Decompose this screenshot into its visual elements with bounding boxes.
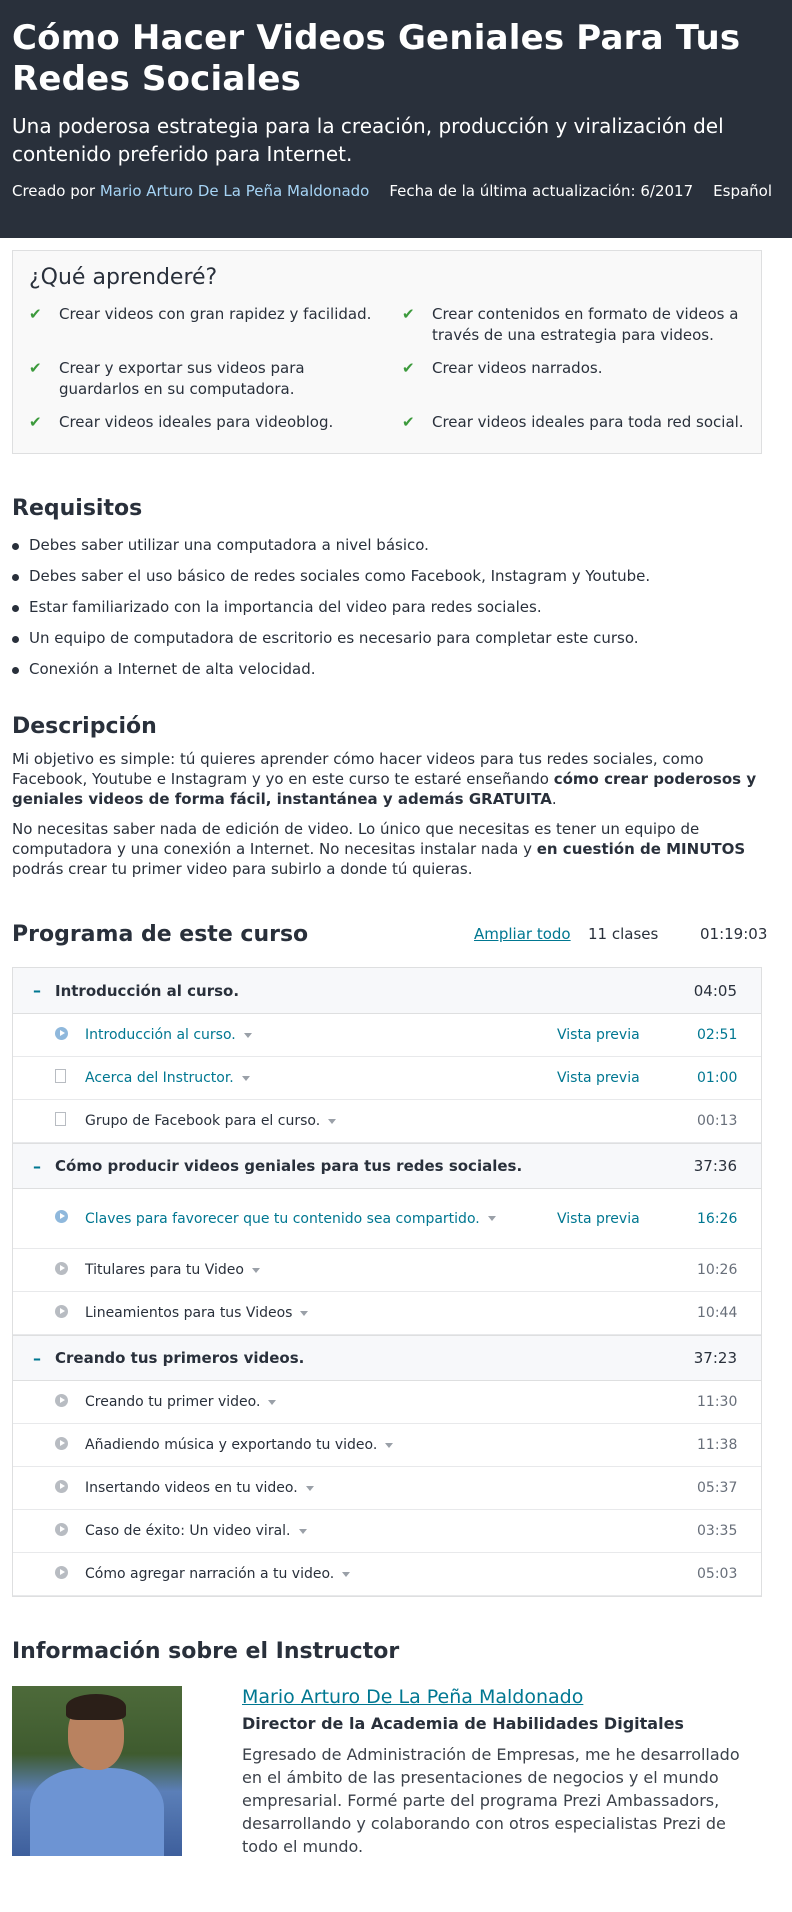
lecture-duration: 03:35: [697, 1523, 738, 1539]
lecture-duration: 10:44: [697, 1305, 738, 1321]
lecture-title: [85, 1436, 557, 1454]
chevron-down-icon[interactable]: [244, 1033, 252, 1038]
description-paragraph: [12, 749, 780, 809]
instructor-heading: Información sobre el Instructor: [12, 1639, 400, 1664]
bullet-icon: [12, 605, 19, 612]
lecture-row: [13, 1249, 761, 1292]
chevron-down-icon[interactable]: [306, 1486, 314, 1491]
description-text: podrás crear tu primer video para subirlo a donde tú quieras.: [12, 860, 473, 878]
photo-shirt: [30, 1768, 164, 1856]
chevron-down-icon[interactable]: [342, 1572, 350, 1577]
instructor-info: [242, 1686, 752, 1858]
last-updated: Fecha de la última actualización: 6/2017: [389, 182, 694, 200]
requirement-item: [12, 659, 780, 680]
lecture-duration: 01:00: [697, 1070, 738, 1086]
section-header[interactable]: [13, 1335, 761, 1381]
lecture-row[interactable]: [13, 1057, 761, 1100]
play-icon: [55, 1523, 68, 1536]
play-icon: [55, 1566, 68, 1579]
play-icon: [55, 1262, 68, 1275]
created-by: [12, 182, 369, 200]
requirement-item: [12, 535, 780, 556]
total-duration: 01:19:03: [700, 925, 768, 943]
lecture-title: [85, 1393, 557, 1411]
section-duration: 37:36: [693, 1157, 737, 1175]
course-title: Cómo Hacer Videos Geniales Para Tus Redes Sociales: [12, 18, 741, 99]
course-language: Español: [713, 182, 773, 200]
check-icon: ✔: [29, 413, 42, 431]
learn-item-text: Crear y exportar sus videos para guardarlos en su computadora.: [59, 359, 305, 398]
lecture-duration: 16:26: [697, 1210, 738, 1227]
chevron-down-icon[interactable]: [488, 1216, 496, 1221]
chevron-down-icon[interactable]: [300, 1311, 308, 1316]
learn-item-text: Crear videos narrados.: [432, 359, 603, 377]
bullet-icon: [12, 574, 19, 581]
requirement-item: [12, 628, 780, 649]
lecture-icon: [55, 1523, 85, 1540]
lecture-duration: 00:13: [697, 1113, 738, 1129]
description-heading: Descripción: [12, 714, 157, 739]
section-title: Creando tus primeros videos.: [55, 1349, 305, 1367]
lecture-icon: [55, 1262, 85, 1279]
requirements-section: [0, 496, 792, 680]
chevron-down-icon[interactable]: [268, 1400, 276, 1405]
play-icon: [55, 1480, 68, 1493]
lecture-icon: [55, 1027, 85, 1044]
preview-link[interactable]: Vista previa: [557, 1070, 640, 1086]
expand-all-link[interactable]: Ampliar todo: [474, 925, 571, 943]
lecture-icon: [55, 1437, 85, 1454]
chevron-down-icon[interactable]: [252, 1268, 260, 1273]
learn-item-text: Crear contenidos en formato de videos a través de una estrategia para videos.: [432, 305, 739, 344]
lecture-title: [85, 1112, 557, 1130]
lecture-duration: 10:26: [697, 1262, 738, 1278]
lecture-title: [85, 1522, 557, 1540]
lecture-title-text: Cómo agregar narración a tu video.: [85, 1566, 335, 1582]
chevron-down-icon[interactable]: [385, 1443, 393, 1448]
lecture-icon: [55, 1069, 85, 1087]
chevron-down-icon[interactable]: [299, 1529, 307, 1534]
check-icon: ✔: [402, 359, 415, 377]
lecture-title-text: Lineamientos para tus Videos: [85, 1305, 293, 1321]
instructor-section: [0, 1639, 792, 1858]
check-icon: ✔: [29, 359, 42, 377]
lecture-icon: [55, 1480, 85, 1497]
learn-item: [402, 358, 745, 400]
play-icon: [55, 1027, 68, 1040]
course-subtitle: Una poderosa estrategia para la creación, producción y viralización del contenido preferido para Internet.: [12, 114, 724, 166]
lecture-title: [85, 1261, 557, 1279]
learn-item: [29, 304, 372, 346]
curriculum-section: [0, 919, 792, 1597]
lecture-title-text: Titulares para tu Video: [85, 1262, 244, 1278]
lecture-row: [13, 1553, 761, 1596]
document-icon: [55, 1069, 66, 1083]
section-title: Introducción al curso.: [55, 981, 240, 1000]
instructor-bio: Egresado de Administración de Empresas, me he desarrollado en el ámbito de las presentaciones de negocios y el mundo empresarial. Formé parte del programa Prezi Ambassadors, desarrollando y colaborando con otros especialistas Prezi de todo el mundo.: [242, 1745, 740, 1856]
play-icon: [55, 1394, 68, 1407]
learn-heading: ¿Qué aprenderé?: [29, 265, 218, 290]
lecture-row: [13, 1424, 761, 1467]
curriculum-header: [12, 919, 780, 949]
description-text: No necesitas saber nada de edición de video. Lo único que necesitas es tener un equipo de computadora y una conexión a Internet. No necesitas instalar nada y: [12, 820, 700, 858]
bullet-icon: [12, 636, 19, 643]
description-paragraph: [12, 819, 780, 879]
play-icon: [55, 1210, 68, 1223]
requirement-item: [12, 597, 780, 618]
document-icon: [55, 1112, 66, 1126]
instructor-job-title: Director de la Academia de Habilidades Digitales: [242, 1714, 684, 1733]
description-text: Mi objetivo es simple: tú quieres aprender cómo hacer videos para tus redes sociales, como Facebook, Youtube e Instagram y yo en este curso te estaré enseñando: [12, 750, 704, 788]
play-icon: [55, 1437, 68, 1450]
learn-item: [402, 304, 745, 346]
requirement-text: Un equipo de computadora de escritorio es necesario para completar este curso.: [29, 629, 639, 647]
lecture-icon: [55, 1210, 85, 1227]
lecture-row[interactable]: [13, 1189, 761, 1249]
lecture-row: [13, 1381, 761, 1424]
requirement-item: [12, 566, 780, 587]
section-header[interactable]: [13, 1143, 761, 1189]
requirement-text: Estar familiarizado con la importancia del video para redes sociales.: [29, 598, 542, 616]
lecture-row[interactable]: [13, 1014, 761, 1057]
section-duration: 37:23: [693, 1349, 737, 1367]
lecture-title-text: Creando tu primer video.: [85, 1394, 261, 1410]
lecture-title[interactable]: [85, 1069, 557, 1087]
lecture-title-text: Insertando videos en tu video.: [85, 1480, 298, 1496]
requirements-heading: Requisitos: [12, 496, 143, 521]
check-icon: ✔: [402, 305, 415, 323]
section-header[interactable]: [13, 968, 761, 1014]
section-title: Cómo producir videos geniales para tus redes sociales.: [55, 1157, 523, 1175]
learn-item-text: Crear videos ideales para toda red social.: [432, 413, 744, 431]
learn-item: [29, 412, 372, 433]
lecture-title: [85, 1479, 557, 1497]
play-icon: [55, 1305, 68, 1318]
curriculum-heading: Programa de este curso: [12, 921, 309, 947]
preview-link[interactable]: Vista previa: [557, 1210, 640, 1227]
description-bold-text: en cuestión de MINUTOS: [536, 840, 746, 858]
preview-link[interactable]: Vista previa: [557, 1027, 640, 1043]
lecture-icon: [55, 1394, 85, 1411]
description-bold-text: cómo crear poderosos y geniales videos de forma fácil, instantánea y además GRATUITA: [12, 770, 757, 808]
learn-item-text: Crear videos ideales para videoblog.: [59, 413, 334, 431]
requirement-text: Debes saber utilizar una computadora a nivel básico.: [29, 536, 429, 554]
lecture-title-text: Grupo de Facebook para el curso.: [85, 1113, 321, 1129]
lecture-duration: 11:30: [697, 1394, 738, 1410]
learn-item: [29, 358, 372, 400]
lecture-title-text: Añadiendo música y exportando tu video.: [85, 1437, 378, 1453]
lecture-row: [13, 1467, 761, 1510]
lecture-duration: 11:38: [697, 1437, 738, 1453]
curriculum-list: [12, 967, 762, 1597]
lecture-title-text: Claves para favorecer que tu contenido sea compartido.: [85, 1210, 480, 1227]
requirement-text: Debes saber el uso básico de redes sociales como Facebook, Instagram y Youtube.: [29, 567, 651, 585]
lecture-row: [13, 1292, 761, 1335]
collapse-icon[interactable]: –: [33, 981, 41, 1000]
description-text: .: [551, 790, 557, 808]
lecture-title[interactable]: [85, 1210, 557, 1228]
chevron-down-icon[interactable]: [328, 1119, 336, 1124]
collapse-icon[interactable]: –: [33, 1348, 41, 1368]
lecture-duration: 05:03: [697, 1566, 738, 1582]
check-icon: ✔: [29, 305, 42, 323]
learn-item-text: Crear videos con gran rapidez y facilidad.: [59, 305, 372, 323]
check-icon: ✔: [402, 413, 415, 431]
lecture-row: [13, 1100, 761, 1143]
lecture-icon: [55, 1566, 85, 1583]
lecture-icon: [55, 1112, 85, 1130]
learn-list: [29, 304, 745, 433]
instructor-name-link[interactable]: Mario Arturo De La Peña Maldonado: [242, 1686, 584, 1708]
lecture-title-text: Caso de éxito: Un video viral.: [85, 1523, 291, 1539]
instructor-photo[interactable]: [12, 1686, 182, 1856]
lecture-title-text: Acerca del Instructor.: [85, 1070, 234, 1086]
section-duration: 04:05: [693, 981, 737, 1000]
lecture-title: [85, 1304, 557, 1322]
created-by-label: Creado por: [12, 182, 96, 200]
lecture-title-text: Introducción al curso.: [85, 1027, 236, 1043]
chevron-down-icon[interactable]: [242, 1076, 250, 1081]
requirement-text: Conexión a Internet de alta velocidad.: [29, 660, 316, 678]
bullet-icon: [12, 543, 19, 550]
lecture-icon: [55, 1305, 85, 1322]
lecture-row: [13, 1510, 761, 1553]
lecture-duration: 05:37: [697, 1480, 738, 1496]
course-meta: [12, 182, 780, 200]
author-link[interactable]: Mario Arturo De La Peña Maldonado: [99, 182, 370, 200]
photo-hair: [66, 1694, 126, 1720]
lecture-duration: 02:51: [697, 1027, 738, 1043]
lecture-title: [85, 1565, 557, 1583]
course-header: [0, 0, 792, 238]
what-you-will-learn: [12, 250, 762, 454]
instructor-card: [12, 1686, 780, 1858]
lecture-title[interactable]: [85, 1026, 557, 1044]
lecture-count: 11 clases: [588, 925, 659, 943]
requirements-list: [12, 535, 780, 680]
description-section: [0, 714, 792, 879]
bullet-icon: [12, 667, 19, 674]
learn-item: [402, 412, 745, 433]
collapse-icon[interactable]: –: [33, 1156, 41, 1176]
